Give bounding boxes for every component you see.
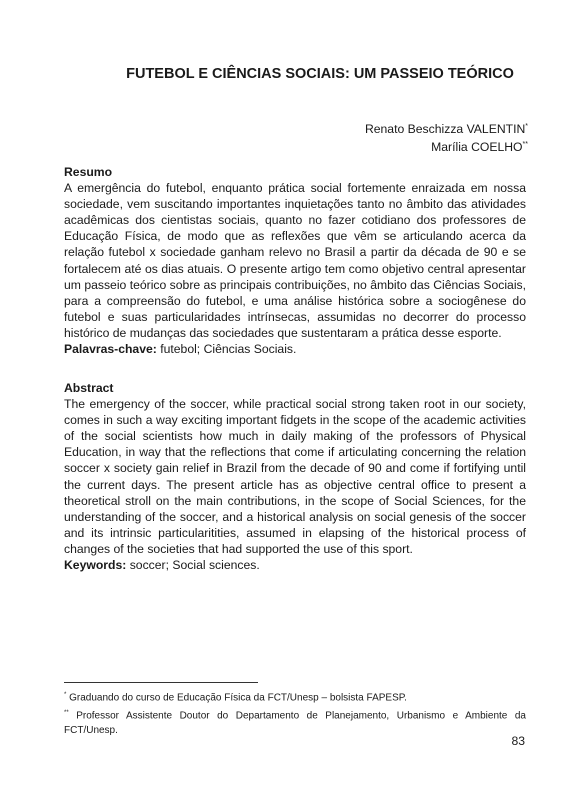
footnote-mark: ** xyxy=(64,710,69,717)
footnote xyxy=(64,688,526,705)
abstract-keywords-value: soccer; Social sciences. xyxy=(129,558,260,573)
footnote-mark: * xyxy=(64,692,67,698)
resumo-section xyxy=(64,164,526,357)
page-number: 83 xyxy=(511,734,525,748)
abstract-heading: Abstract xyxy=(64,381,114,395)
abstract-section xyxy=(64,380,526,573)
abstract-keywords-label: Keywords: xyxy=(64,558,127,573)
footnote-text: Professor Assistente Doutor do Departamento de Planejamento, Urbanismo e Ambiente da FCT/Unesp. xyxy=(64,710,526,736)
resumo-keywords xyxy=(64,341,526,357)
footnote xyxy=(64,706,526,737)
author-line xyxy=(365,119,528,137)
author-footnote-mark: * xyxy=(525,123,528,130)
footnote-text: Graduando do curso de Educação Física da FCT/Unesp – bolsista FAPESP. xyxy=(69,692,407,704)
abstract-body: The emergency of the soccer, while practical social strong taken root in our society, comes in such a way exciting important fidgets in the scope of the academic activities of the social scientists how much in daily making of the professors of Physical Education, in way that the reflections that come if articulating concerning the relation soccer x society gain relief in Brazil from the decade of 90 and come if fortifying until the current days. The present article has as objective central office to present a theoretical stroll on the main contributions, in the scope of Social Sciences, for the understanding of the soccer, and a historical analysis on social genesis of the soccer and its intrinsic particularitities, assumed in elapsing of the historical process of changes of the societies that had supported the use of this sport. xyxy=(64,397,526,556)
author-name: Marília COELHO xyxy=(431,140,523,155)
footnote-divider xyxy=(64,682,258,683)
footnotes xyxy=(64,688,526,739)
author-line xyxy=(365,137,528,155)
resumo-keywords-value: futebol; Ciências Sociais. xyxy=(160,342,297,357)
paper-title: FUTEBOL E CIÊNCIAS SOCIAIS: UM PASSEIO TEÓRICO xyxy=(126,66,514,82)
abstract-keywords xyxy=(64,557,526,573)
author-footnote-mark: ** xyxy=(522,141,528,149)
author-list xyxy=(365,119,528,155)
resumo-keywords-label: Palavras-chave: xyxy=(64,342,157,357)
resumo-heading: Resumo xyxy=(64,165,113,179)
resumo-body: A emergência do futebol, enquanto prática social fortemente enraizada em nossa sociedade, vem suscitando importantes inquietações tanto no âmbito das atividades acadêmicas dos cientistas sociais, quanto no fazer cotidiano dos professores de Educação Física, de modo que as reflexões que vêm se articulando acerca da relação futebol x sociedade ganham relevo no Brasil a partir da década de 90 e se fortalecem até os dias atuais. O presente artigo tem como objetivo central apresentar um passeio teórico sobre as principais contribuições, no âmbito das Ciências Sociais, para a compreensão do futebol, e uma análise histórica sobre a sociogênese do futebol e suas particularidades intrínsecas, assumidas no decorrer do processo histórico de mudanças das sociedades que sustentaram a prática desse esporte. xyxy=(64,181,527,340)
author-name: Renato Beschizza VALENTIN xyxy=(364,122,526,137)
